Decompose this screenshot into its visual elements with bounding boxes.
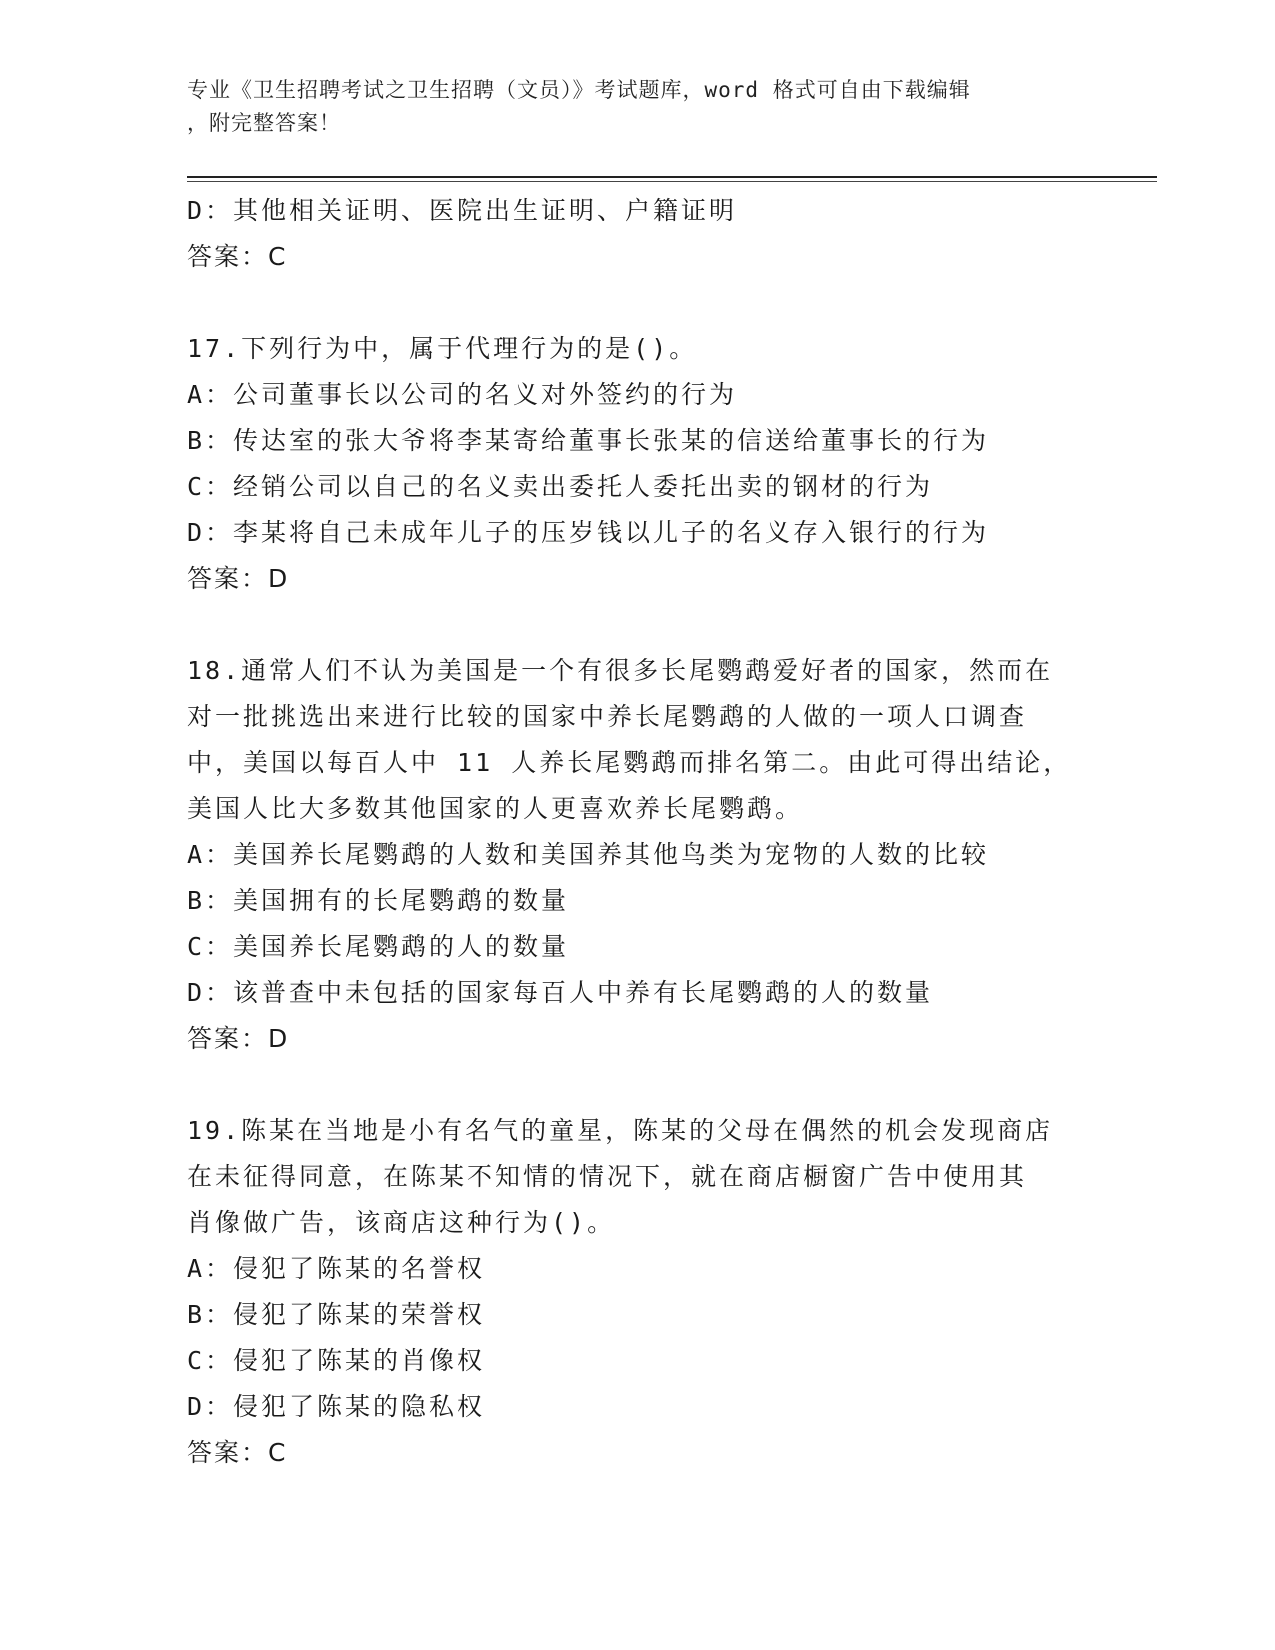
question-stem: 17.下列行为中，属于代理行为的是()。 bbox=[187, 334, 698, 363]
question-stem: 19.陈某在当地是小有名气的童星，陈某的父母在偶然的机会发现商店 bbox=[187, 1116, 1054, 1145]
answer-line: 答案：C bbox=[187, 1438, 288, 1467]
option-d: D：李某将自己未成年儿子的压岁钱以儿子的名义存入银行的行为 bbox=[187, 518, 990, 547]
question-stem: 美国人比大多数其他国家的人更喜欢养长尾鹦鹉。 bbox=[187, 794, 804, 823]
question-block-16 bbox=[187, 188, 1087, 280]
question-stem: 肖像做广告，该商店这种行为()。 bbox=[187, 1208, 616, 1237]
spacer bbox=[187, 1062, 1087, 1108]
option-a: A：美国养长尾鹦鹉的人数和美国养其他鸟类为宠物的人数的比较 bbox=[187, 840, 990, 869]
option-c: C：美国养长尾鹦鹉的人的数量 bbox=[187, 932, 570, 961]
answer-line: 答案：D bbox=[187, 564, 290, 593]
answer-line: 答案：C bbox=[187, 242, 288, 271]
question-stem: 18.通常人们不认为美国是一个有很多长尾鹦鹉爱好者的国家，然而在 bbox=[187, 656, 1054, 685]
option-b: B：侵犯了陈某的荣誉权 bbox=[187, 1300, 486, 1329]
option-a: A：公司董事长以公司的名义对外签约的行为 bbox=[187, 380, 738, 409]
option-b: B：美国拥有的长尾鹦鹉的数量 bbox=[187, 886, 570, 915]
spacer bbox=[187, 602, 1087, 648]
question-block-18 bbox=[187, 648, 1087, 1062]
option-d: D：侵犯了陈某的隐私权 bbox=[187, 1392, 486, 1421]
question-stem: 中，美国以每百人中 11 人养长尾鹦鹉而排名第二。由此可得出结论， bbox=[187, 748, 1072, 777]
question-block-19 bbox=[187, 1108, 1087, 1476]
header-title-line-1: 专业《卫生招聘考试之卫生招聘（文员）》考试题库，word 格式可自由下载编辑 bbox=[187, 78, 971, 102]
spacer bbox=[187, 280, 1087, 326]
option-d: D：该普查中未包括的国家每百人中养有长尾鹦鹉的人的数量 bbox=[187, 978, 934, 1007]
option-a: A：侵犯了陈某的名誉权 bbox=[187, 1254, 486, 1283]
option-d: D：其他相关证明、医院出生证明、户籍证明 bbox=[187, 196, 738, 225]
header-title-line-2: ，附完整答案！ bbox=[187, 111, 341, 135]
header-divider-thick bbox=[187, 176, 1157, 178]
question-stem: 在未征得同意，在陈某不知情的情况下，就在商店橱窗广告中使用其 bbox=[187, 1162, 1028, 1191]
header-divider-thin bbox=[187, 181, 1157, 182]
option-c: C：侵犯了陈某的肖像权 bbox=[187, 1346, 486, 1375]
question-list bbox=[187, 188, 1087, 1476]
answer-line: 答案：D bbox=[187, 1024, 290, 1053]
option-c: C：经销公司以自己的名义卖出委托人委托出卖的钢材的行为 bbox=[187, 472, 934, 501]
question-stem: 对一批挑选出来进行比较的国家中养长尾鹦鹉的人做的一项人口调查 bbox=[187, 702, 1028, 731]
page-header bbox=[187, 74, 1067, 140]
question-block-17 bbox=[187, 326, 1087, 602]
option-b: B：传达室的张大爷将李某寄给董事长张某的信送给董事长的行为 bbox=[187, 426, 990, 455]
